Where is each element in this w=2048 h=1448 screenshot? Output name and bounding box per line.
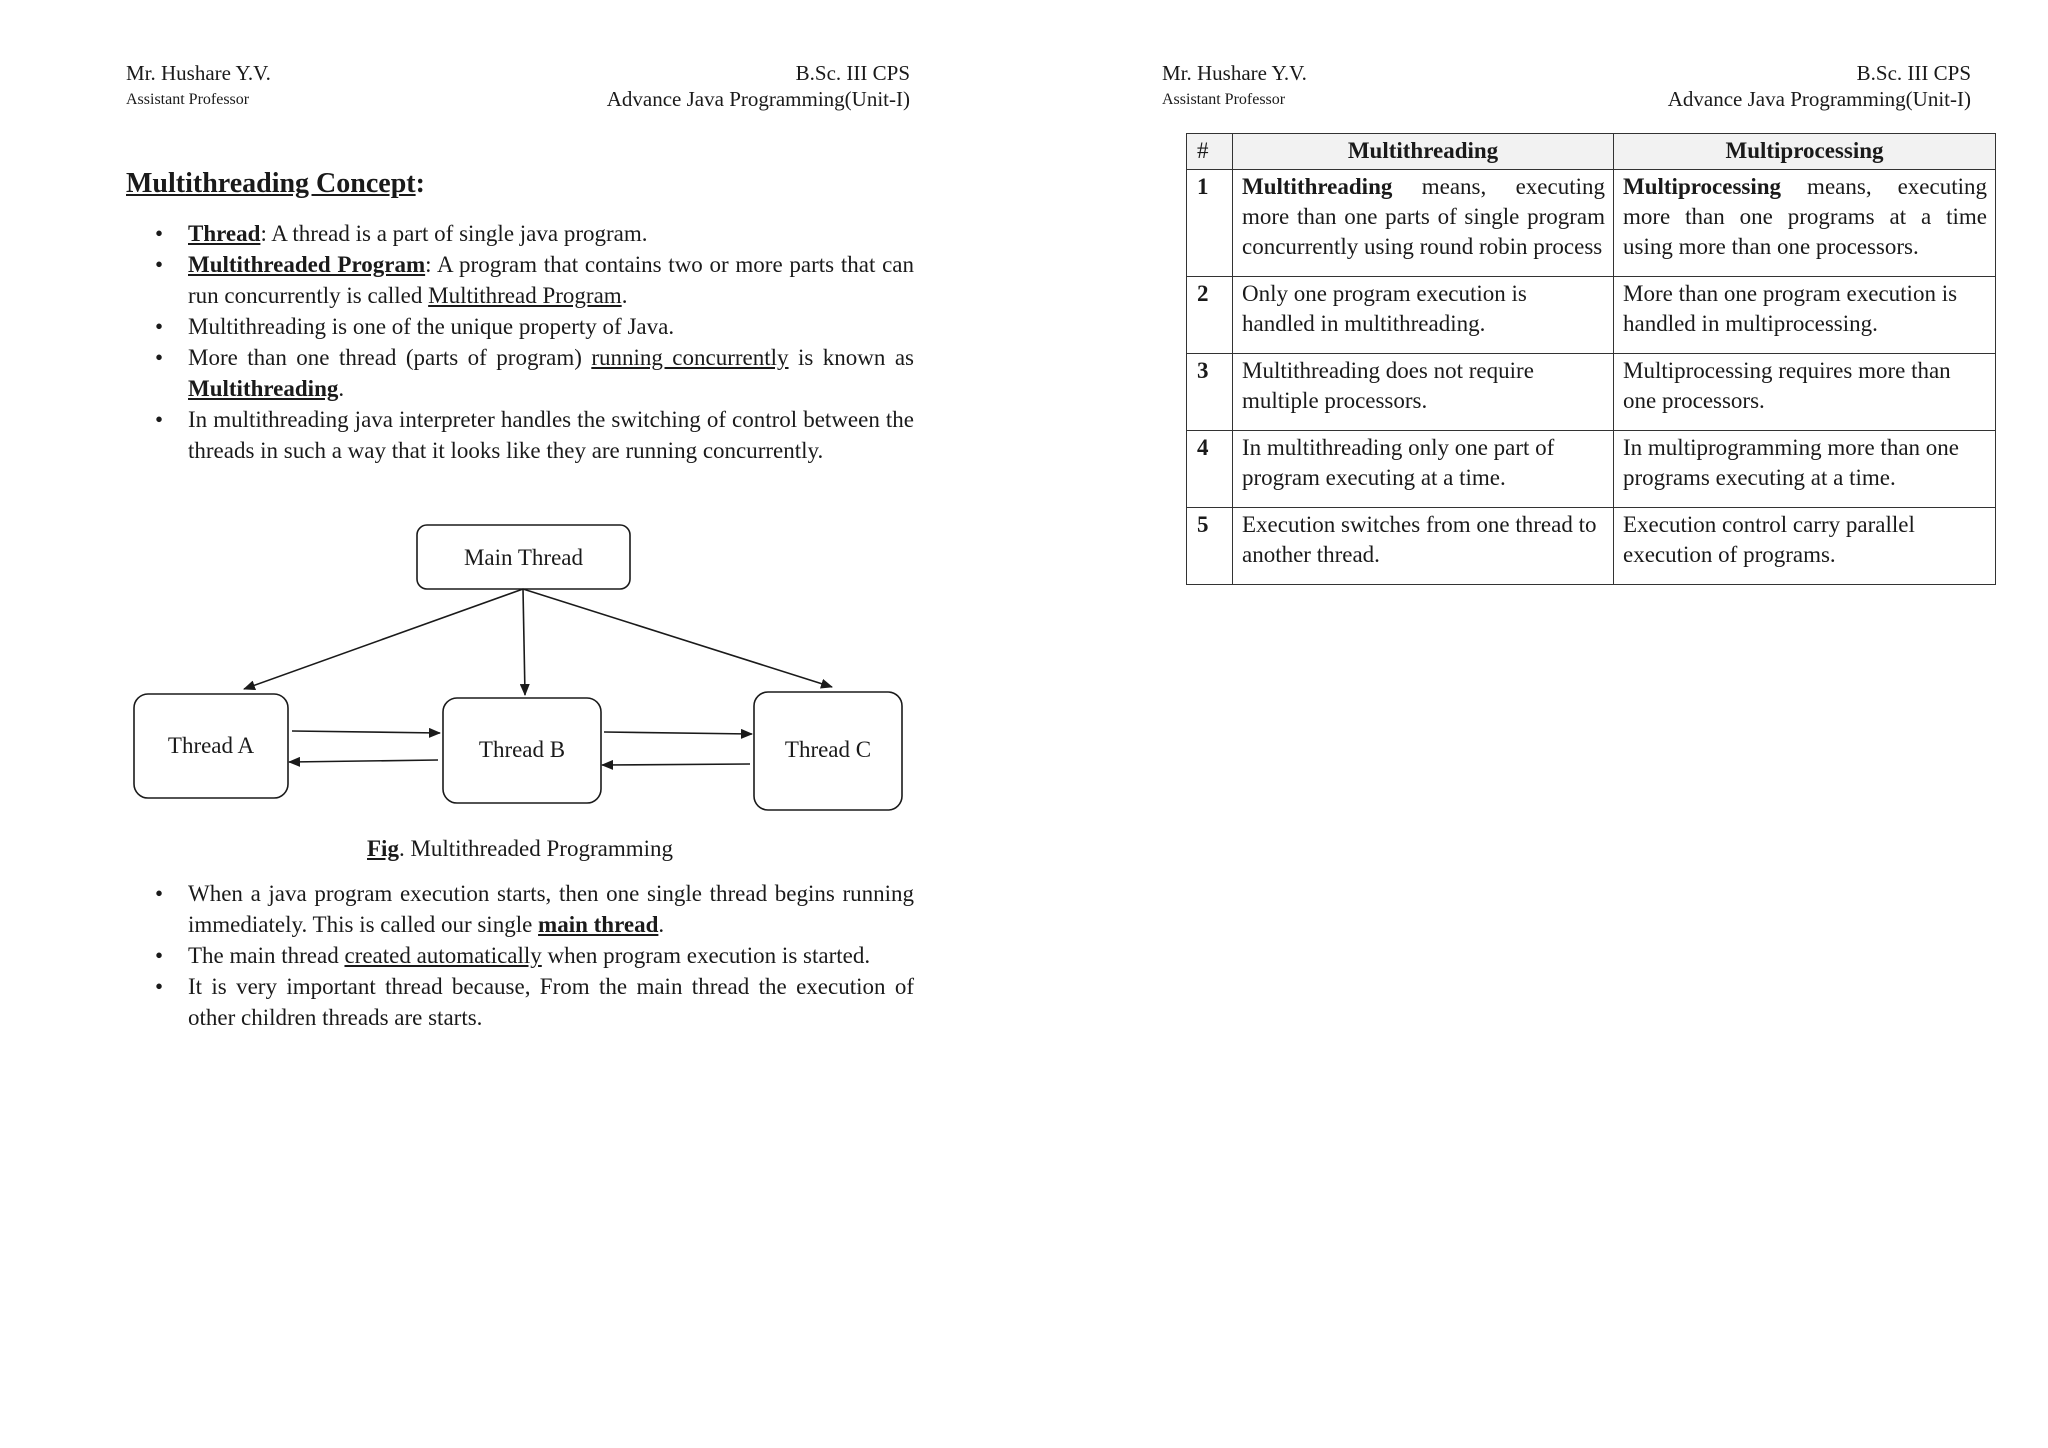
bullet-text: When a java program execution starts, then one single thread begins running immediately. This is called our single [188, 881, 914, 937]
row-number: 2 [1187, 277, 1233, 354]
header-course: B.Sc. III CPS [795, 61, 910, 85]
cell-text: means, executing more than one programs at a time using more than one processors. [1623, 174, 1987, 259]
cell-multithreading: Only one program execution is handled in multithreading. [1233, 277, 1614, 354]
right-page [1024, 0, 2048, 1448]
cell-multithreading: Multithreading does not require multiple processors. [1233, 354, 1614, 431]
arrow-c-to-b [602, 764, 750, 765]
bullet-text: : A thread is a part of single java program. [260, 221, 648, 246]
main-thread-list [126, 878, 914, 1033]
bullet-end: . [621, 283, 628, 308]
bullet-text: More than one thread (parts of program) [188, 345, 592, 370]
list-item [126, 971, 914, 1033]
cell-multiprocessing: Multiprocessing requires more than one processors. [1614, 354, 1996, 431]
arrow-b-to-c [604, 732, 752, 734]
col-header-multiprocessing: Multiprocessing [1614, 134, 1996, 170]
thread-a-label: Thread A [167, 733, 255, 758]
caption-fig: Fig [367, 836, 399, 861]
thread-diagram [126, 515, 926, 835]
bullet-end: . [658, 912, 665, 937]
table-row [1187, 170, 1996, 277]
table-row [1187, 354, 1996, 431]
caption-text: . Multithreaded Programming [398, 836, 673, 861]
header-author: Mr. Hushare Y.V. [1162, 61, 1307, 85]
table-header-row [1187, 134, 1996, 170]
row-number: 3 [1187, 354, 1233, 431]
cell-multiprocessing: Execution control carry parallel execution of programs. [1614, 508, 1996, 585]
concept-list [126, 218, 914, 466]
comparison-table [1186, 133, 1996, 585]
list-item [126, 249, 914, 311]
header-role: Assistant Professor [126, 91, 250, 108]
bullet-text: The main thread [188, 943, 345, 968]
cell-multithreading: Execution switches from one thread to another thread. [1233, 508, 1614, 585]
term-multithreading: Multithreading [188, 376, 339, 401]
arrow-main-to-b [523, 589, 525, 695]
cell-multithreading: In multithreading only one part of program executing at a time. [1233, 431, 1614, 508]
cell-text: means, executing more than one parts of single program concurrently using round robin process [1242, 174, 1605, 259]
col-header-multithreading: Multithreading [1233, 134, 1614, 170]
table-row [1187, 508, 1996, 585]
term-thread: Thread [188, 221, 261, 246]
term-created-automatically: created automatically [344, 943, 542, 968]
arrow-a-to-b [292, 731, 440, 733]
bullet-text: : A program that contains two or more parts that can run concurrently is called [188, 252, 914, 308]
header-author: Mr. Hushare Y.V. [126, 61, 271, 85]
row-number: 5 [1187, 508, 1233, 585]
list-item [126, 342, 914, 404]
term-running-concurrently: running concurrently [591, 345, 789, 370]
cell-multithreading [1233, 170, 1614, 277]
section-title-colon: : [415, 168, 425, 199]
col-header-number: # [1187, 134, 1233, 170]
section-title [126, 166, 425, 202]
section-title-text: Multithreading Concept [126, 168, 416, 199]
cell-term: Multithreading [1242, 174, 1393, 199]
row-number: 4 [1187, 431, 1233, 508]
cell-multiprocessing: More than one program execution is handled in multiprocessing. [1614, 277, 1996, 354]
header-subject: Advance Java Programming(Unit-I) [1667, 87, 1971, 111]
list-item [126, 404, 914, 466]
table-row [1187, 431, 1996, 508]
bullet-text: when program execution is started. [541, 943, 871, 968]
header-subject: Advance Java Programming(Unit-I) [606, 87, 910, 111]
term-multithread-program: Multithread Program [428, 283, 622, 308]
list-item [126, 940, 914, 971]
bullet-text: It is very important thread because, From the main thread the execution of other children threads are starts. [188, 974, 914, 1030]
cell-multiprocessing: In multiprogramming more than one programs executing at a time. [1614, 431, 1996, 508]
arrow-main-to-a [244, 589, 523, 689]
row-number: 1 [1187, 170, 1233, 277]
header-course: B.Sc. III CPS [1856, 61, 1971, 85]
list-item [126, 218, 914, 249]
bullet-text: In multithreading java interpreter handles the switching of control between the threads in such a way that it looks like they are running concurrently. [188, 407, 914, 463]
table-row [1187, 277, 1996, 354]
list-item [126, 878, 914, 940]
bullet-text: Multithreading is one of the unique property of Java. [188, 314, 675, 339]
thread-c-label: Thread C [784, 737, 872, 762]
list-item [126, 311, 914, 342]
term-multithreaded-program: Multithreaded Program [188, 252, 426, 277]
term-main-thread: main thread [538, 912, 659, 937]
header-role: Assistant Professor [1162, 91, 1286, 108]
cell-term: Multiprocessing [1623, 174, 1782, 199]
bullet-end: . [338, 376, 345, 401]
arrow-main-to-c [523, 589, 832, 687]
arrow-b-to-a [289, 760, 438, 762]
bullet-text: is known as [788, 345, 914, 370]
cell-multiprocessing [1614, 170, 1996, 277]
main-thread-label: Main Thread [463, 545, 584, 570]
thread-b-label: Thread B [478, 737, 566, 762]
figure-caption [126, 833, 914, 864]
